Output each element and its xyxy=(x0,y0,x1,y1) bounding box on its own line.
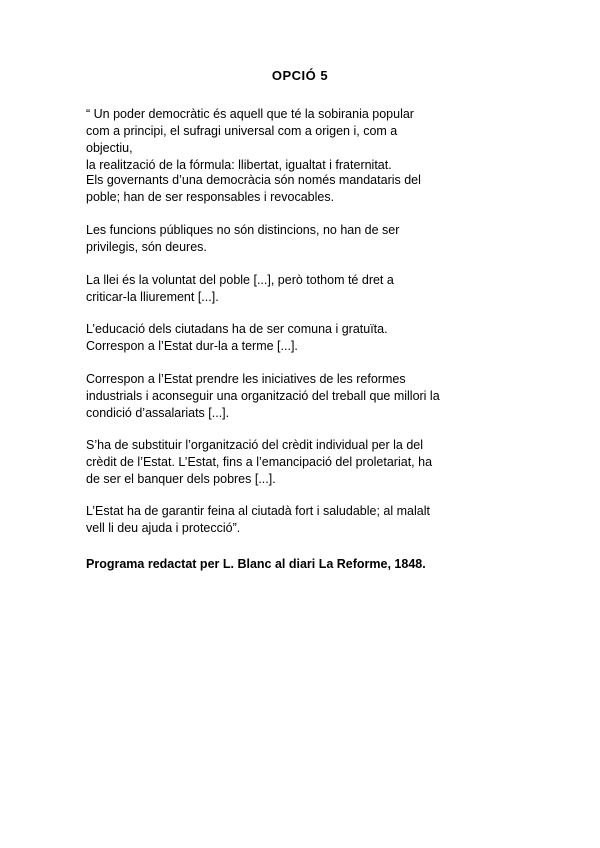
paragraph-2: Els governants d’una democràcia són només mandataris del poble; han de ser responsables i revocables. xyxy=(86,173,421,204)
paragraph-7: S’ha de substituir l’organització del crèdit individual per la del crèdit de l’Estat. L’Estat, fins a l’emancipació del proletariat, ha de ser el banquer dels pobres [...]. xyxy=(86,438,433,486)
paragraph-5: L’educació dels ciutadans ha de ser comuna i gratuïta. Correspon a l’Estat dur-la a terme [...]. xyxy=(86,322,388,353)
document-title: OPCIÓ 5 xyxy=(271,68,329,83)
paragraph-6: Correspon a l’Estat prendre les iniciatives de les reformes industrials i aconseguir una organització del treball que millori la condició d’assalariats [...]. xyxy=(86,372,440,420)
paragraph-3: Les funcions públiques no són distincions, no han de ser privilegis, són deures. xyxy=(86,223,400,254)
paragraph-4: La llei és la voluntat del poble [...], però tothom té dret a criticar-la lliurement [...]. xyxy=(86,273,394,304)
paragraph-8: L’Estat ha de garantir feina al ciutadà fort i saludable; al malalt vell li deu ajuda i protecció”. xyxy=(86,504,430,535)
paragraph-1: “ Un poder democràtic és aquell que té la sobirania popular com a principi, el sufragi universal com a origen i, com a objectiu, la realització de la fórmula: llibertat, igualtat i fraternitat. xyxy=(86,107,414,172)
source-citation: Programa redactat per L. Blanc al diari La Reforme, 1848. xyxy=(86,557,426,571)
